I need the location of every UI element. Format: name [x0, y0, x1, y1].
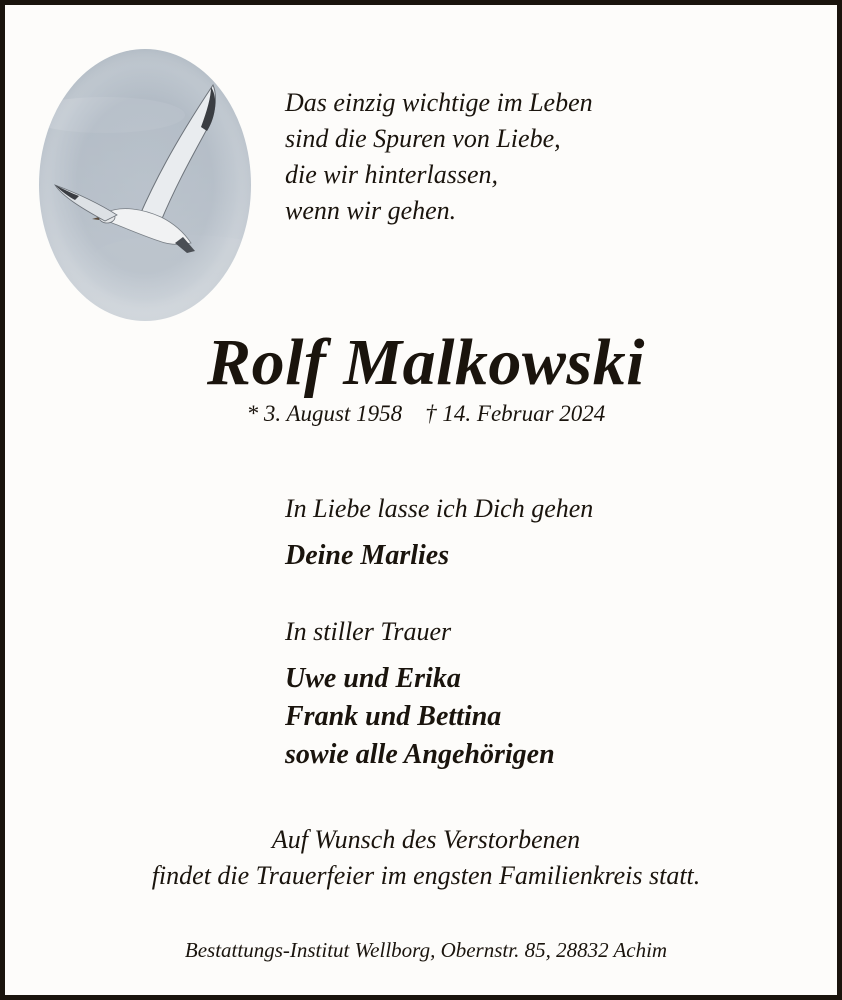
seagull-photo — [35, 45, 255, 325]
grief-intro: In stiller Trauer — [285, 617, 452, 646]
life-dates: * 3. August 1958 † 14. Februar 2024 — [246, 401, 606, 426]
notice-line: Auf Wunsch des Verstorbenen — [271, 825, 581, 854]
mourner-name: Frank und Bettina — [285, 701, 502, 732]
seagull-image — [35, 45, 255, 325]
poem-line: wenn wir gehen. — [285, 196, 457, 225]
poem-line: Das einzig wichtige im Leben — [285, 88, 593, 117]
mourner-name: sowie alle Angehörigen — [285, 739, 555, 770]
spouse-name: Deine Marlies — [285, 540, 450, 571]
deceased-name: Rolf Malkowski — [207, 326, 645, 399]
farewell-line: In Liebe lasse ich Dich gehen — [285, 494, 594, 523]
poem — [285, 85, 593, 229]
poem-line: die wir hinterlassen, — [285, 160, 499, 189]
funeral-home-address: Bestattungs-Institut Wellborg, Obernstr. 85, 28832 Achim — [184, 938, 668, 962]
mourner-name: Uwe und Erika — [285, 663, 461, 694]
notice-line: findet die Trauerfeier im engsten Familienkreis statt. — [151, 861, 701, 890]
poem-line: sind die Spuren von Liebe, — [285, 124, 561, 153]
